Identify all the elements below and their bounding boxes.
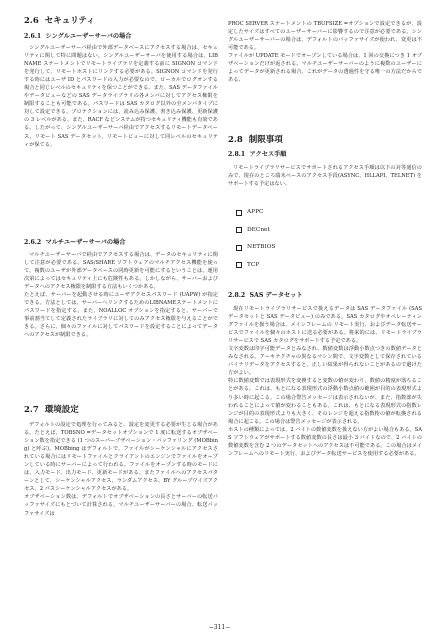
subsection-number: 2.6.1 xyxy=(24,33,42,40)
list-item xyxy=(236,226,275,244)
section-number: 2.8 xyxy=(228,135,243,145)
subsection-2-8-2-heading xyxy=(228,291,303,300)
checkbox-bullet-icon xyxy=(236,227,242,233)
paragraph-multi-user-security: マルチユーザーサーバで経由でアクセスする場合は、データのセキュリティに関して注意が必要である。SAS/SHARE ソフトウェアのマルチアクセス機能を使って、複数のユーザが外部データベースの同時更新を可能にするということは、運用次第によってはセキュリティ上にも危険性もある。しかしながら、サーバーおよびデータへのアクセス権限を制限する方法もいくつかある。 たとえば、サーバーを起動させる時にユーザアクセスパスワード (UAPW) が指定できる。方法としては、サーバーへリンクするためのLIBNAMEステートメントにパスワードを指定する。また、NOALLOC オプションを指定すると、サーバーで事前割当てして定義されたライブラリに対してのみアクセス権限を与えることができる。さらに、個々のファイルに対してパスワードを設定することによってデータへのアクセスが制限できる。 xyxy=(24,252,218,339)
checkbox-bullet-icon xyxy=(236,245,242,251)
subsection-2-6-1-heading xyxy=(24,32,131,41)
section-2-8-heading xyxy=(228,135,283,146)
subsection-number: 2.6.2 xyxy=(24,239,42,246)
paragraph-sas-datasets: 現在リモートライブラリサービスで扱えるデータは SAS データファイル (SAS データセットと SAS データビュー) のみである。SAS カタログやオペレーティングファイルを扱う場合は、メインフレームの リモート実行、およびデータ転送サービスでファイルを個々のホストに送る必要がある。将来的には、リモートライブラリサービスで SAS カタログをサポートする予定である。 文字変数は印字可能データとみなされ、数値変数は浮動小数点つきの数値データとみなされる。アーキテクチャの異なるマシン間で、文字変数として保存されているバイナリデータをアクセスすると、正しい結果が得られないことがあるので避けた方がよい。 特に数値変数では表現形式を変換すると変数の値が変わり、数値の精度が落ちることがある。これは、もとになる表現形式の浮動小数点値の範囲が目的の表現形式より多い時に起こる。この場合警告メッセージは表示されないが、また、指数部が失われることによって値が変わることもある。これは、もとになる表現形式の指数レンジが目的の表現形式よりも大きく、そのレンジを超える指数桁の値が転換される場合に起こる。この場合は警告メッセージが表示される。 ホストの種類によっては、2 バイトの数値変数を扱えない方がよい場合もある。SAS ソフトウェアがサポートする数値変数の長さは最小 3 バイトなので、2 バイトの数値変数を含む 2 つのデータセットへのアクセスは不可能である。この場合はメインフレームへのリモート実行、およびデータ転送サービスを使用する必要がある。 xyxy=(228,306,422,457)
list-item-label: APPC xyxy=(247,209,264,215)
subsection-number: 2.8.1 xyxy=(228,151,246,158)
list-item-label: DECnet xyxy=(247,226,270,233)
subsection-2-6-2-heading xyxy=(24,238,125,247)
section-title: 環境設定 xyxy=(44,405,79,415)
section-number: 2.7 xyxy=(24,405,39,415)
paragraph-access-methods: リモートライブラリサービスでサポートされるアクセス手順は以下の対等通信のみで、現在のところ端末ベースのアクセス手段(ASYNC、HLLAPI、TELNET) をサポートする予定はない。 xyxy=(228,165,422,188)
list-item-label: TCP xyxy=(247,261,260,268)
list-item xyxy=(236,261,275,279)
subsection-number: 2.8.2 xyxy=(228,292,246,299)
subsection-title: マルチユーザーサーバの場合 xyxy=(45,239,126,246)
section-2-6-heading xyxy=(24,16,95,27)
paragraph-environment-settings: デフォルトの設定で処理を行ってみると、設定を変更する必要が生じる場合がある。たとえば、TOBSNO =データセットオプションで 1 度に転送するオブザベーション数を指定できる (1 つのスーパーブザベーション・バッファリング (MOBbing) と呼ぶ)。MOBbing はデフォルトで、ファイルがシーケンシャルにアクセスされている場合にはリモートファイルとクライアントのエンジンでファイルをオープンしている時にサーバーによって行われる。ファイルをオープンする時のモードには、入力モード、出力モード、更新モードがある。またファイルへのアクセスパターンとして、シーケンシャルアクセス、ランダムアクセス、BY グループワイズアクセス、2 パスシーケンシャルアクセスがある。 オブザベーション数は、デフォルトでオブザベーションの長さとサーバーの転送バッファサイズにもとづいて計算される。マルチユーザーサーバーの場合、転送バッファサイズは xyxy=(24,422,218,517)
subsection-title: SAS データセット xyxy=(249,292,303,299)
page-number: −311− xyxy=(208,624,231,631)
subsection-title: アクセス手順 xyxy=(249,151,287,158)
list-item xyxy=(236,243,275,261)
section-title: 制限事項 xyxy=(248,135,283,145)
checkbox-bullet-icon xyxy=(236,262,242,268)
section-number: 2.6 xyxy=(24,16,39,26)
section-title: セキュリティ xyxy=(44,16,95,26)
paragraph-single-user-security: シングルユーザーサーバ経由で外部データベースにアクセスする場合は、セキュリティに関して特に問題はない。シングルユーザーサーバを使用する場合は、LIBNAME ステートメントでリモートライブラリを定義する前に SIGNON コマンドを発行して、リモートホストにリンクする必要がある。SIGNON コマンドを発行する時にはユーザ ID とパスワードの入力が必要なので、ローカルでログオンする場合と同じレベルのセキュリティを保つことができる。また、SAS データファイルやデータビューなどの SAS データライブラリの各メンバに対してアクセス権限を制限することも可能である。パスワードは SAS カタログ以外の全メンバタイプに対して設定できる。プロテクションには、読み込み保護、書き込み保護、更新保護の 3 レベルがある。また、RACF などシステムが持つセキュリティ機能も有効である。したがって、シングルユーザーサーバ経由でアクセスするリモートデータベース、リモート SAS データセット、リモートビューに対して同レベルのセキュリティが保てる。 xyxy=(24,45,218,148)
list-item xyxy=(236,208,275,226)
subsection-2-8-1-heading xyxy=(228,150,287,159)
checkbox-bullet-icon xyxy=(236,210,242,216)
paragraph-buffer-and-update-mode: PROC SERVER ステートメントの TBUFSIZE =オプションで設定できるが、設定したサイズはすべてのユーザーサーバーに影響するので注意が必要である。シングルユーザーサーバーの場合は、デフォルトのバッファサイズが使われ、変更は不可能である。 ファイルが UPDATE モードでオープンしている場合は、1 回の交換につき 1 オブザベーションだけが返される。マルチユーザーサーバーのように複数のユーザーによってデータが更新される場合、これがデータの透過性を守る唯一の方法だからである。 xyxy=(228,21,422,84)
section-2-7-heading xyxy=(24,405,79,416)
access-method-list xyxy=(236,208,275,278)
subsection-title: シングルユーザーサーバの場合 xyxy=(45,33,132,40)
list-item-label: NETBIOS xyxy=(247,244,276,250)
